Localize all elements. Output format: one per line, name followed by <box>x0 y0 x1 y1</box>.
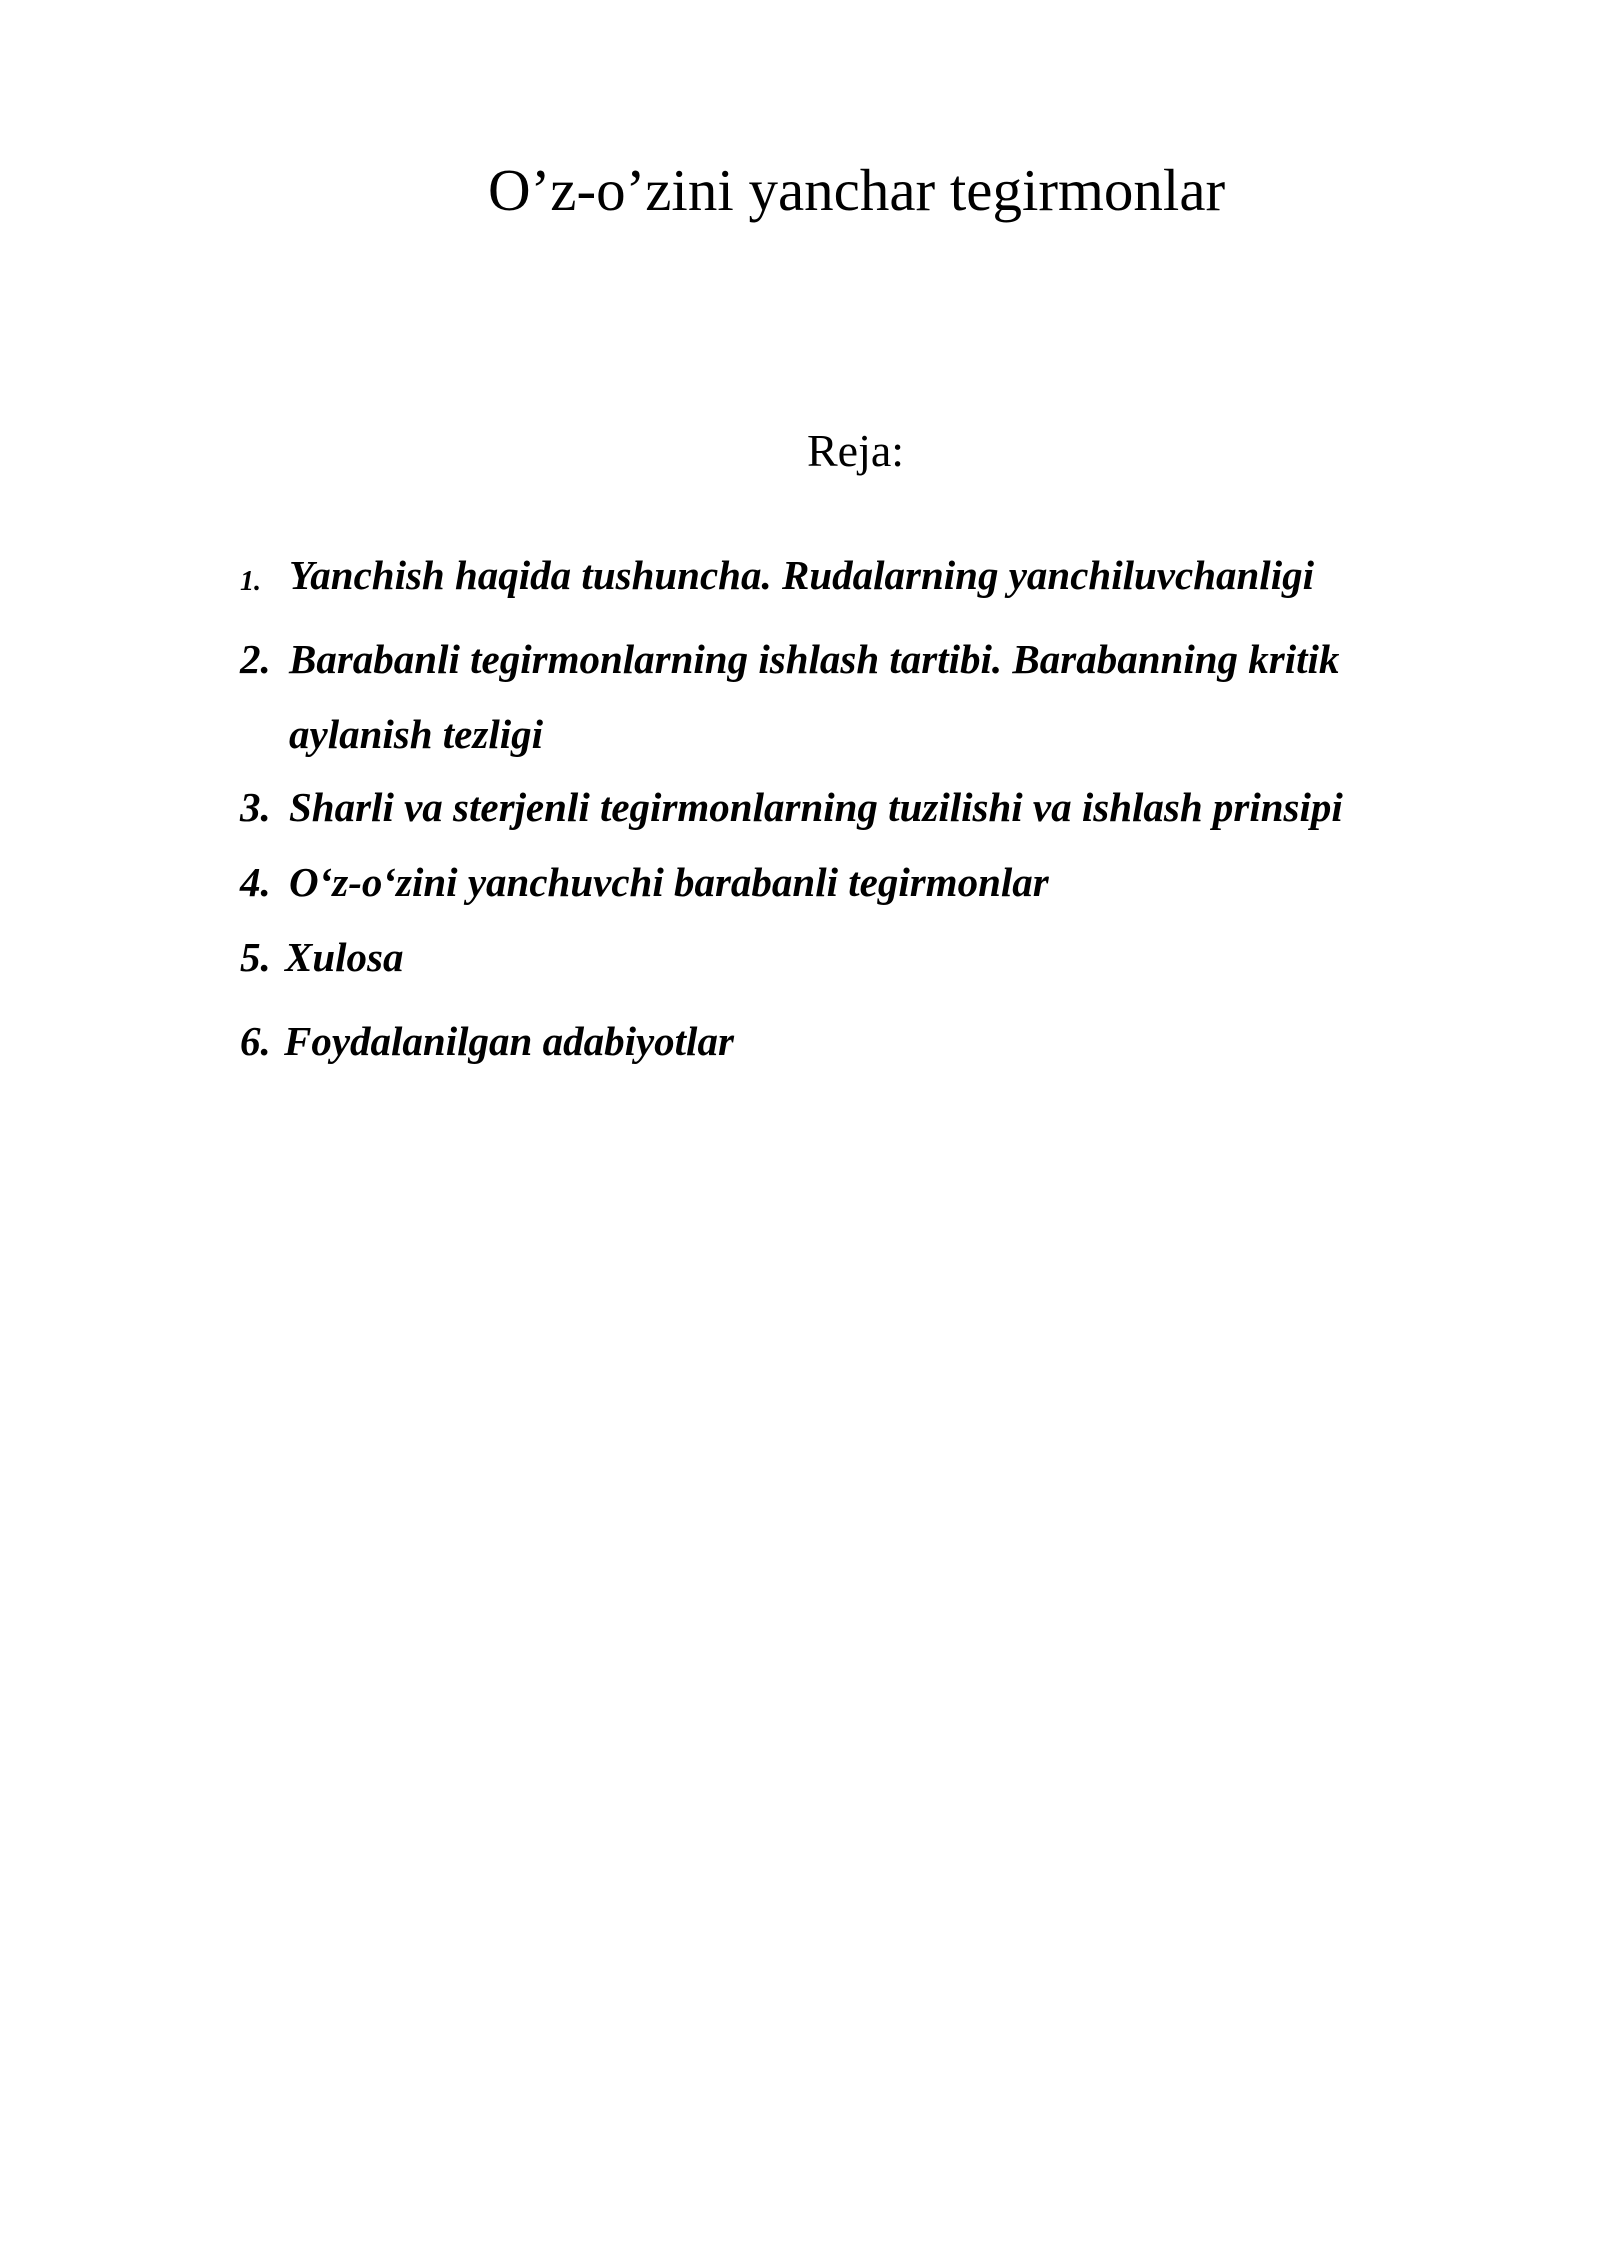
plan-item-text: O‘z-o‘zini yanchuvchi barabanli tegirmonlar <box>289 859 1049 905</box>
plan-item-number: 1. <box>240 566 261 597</box>
plan-item-text: Yanchish haqida tushuncha. Rudalarning yanchiluvchanligi <box>289 552 1314 598</box>
plan-item-number: 3. <box>240 784 271 830</box>
plan-item-text-continuation: aylanish tezligi <box>289 711 544 757</box>
plan-item-number: 5. <box>240 934 271 980</box>
plan-heading: Reja: <box>807 425 905 476</box>
plan-item-text: Barabanli tegirmonlarning ishlash tartibi. Barabanning kritik <box>289 636 1340 682</box>
plan-item-text: Sharli va sterjenli tegirmonlarning tuzilishi va ishlash prinsipi <box>289 784 1343 830</box>
plan-item-text: Xulosa <box>285 934 404 980</box>
document-title: O’z-o’zini yanchar tegirmonlar <box>488 157 1226 223</box>
plan-item-number: 4. <box>240 859 271 905</box>
plan-item-number: 6. <box>240 1018 271 1064</box>
plan-item-number: 2. <box>240 636 271 682</box>
plan-item-2-continuation <box>289 705 543 763</box>
plan-item-text: Foydalanilgan adabiyotlar <box>284 1018 734 1064</box>
